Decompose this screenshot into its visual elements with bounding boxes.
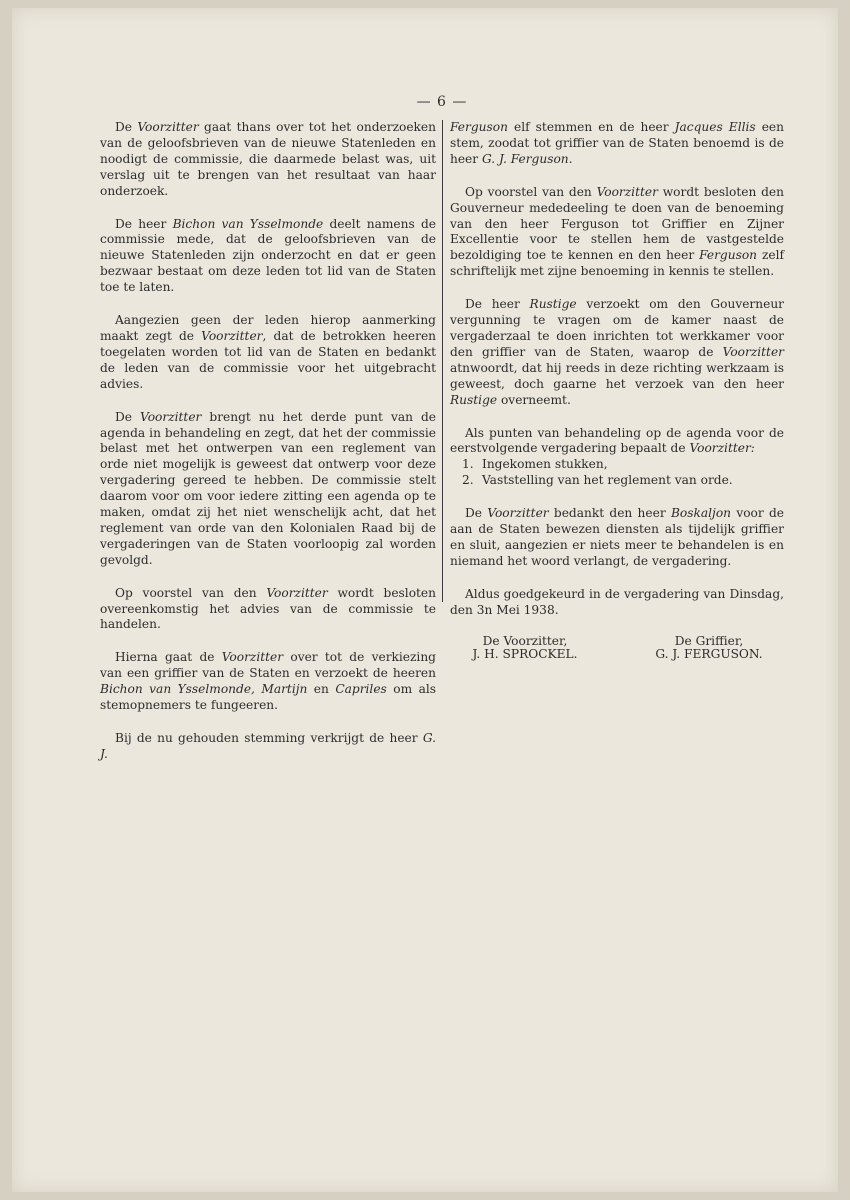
paragraph: De Voorzitter bedankt den heer Boskaljon voor de aan de Staten bewezen diensten als tijdelijk griffier en sluit, aangezien er niets meer te behandelen is en niemand het woord verlangt, de vergadering. xyxy=(450,506,785,568)
paragraph: Hierna gaat de Voorzitter over tot de verkiezing van een griffier van de Staten en verzoekt de heeren Bichon van Ysselmonde, Martijn en Capriles om als stemopnemers te fungeeren. xyxy=(100,650,437,713)
page-number: — 6 — xyxy=(416,94,468,110)
paragraph: Op voorstel van den Voorzitter wordt besloten overeenkomstig het advies van de commissie te handelen. xyxy=(100,585,436,632)
left-column xyxy=(100,120,436,780)
paragraph: De Voorzitter gaat thans over tot het onderzoeken van de geloofsbrieven van de nieuwe Statenleden en noodigt de commissie, die daarmede belast was, uit verslag uit te brengen van het resultaat van haar onderzoek. xyxy=(100,120,436,198)
paragraph: Aldus goedgekeurd in de vergadering van Dinsdag, den 3n Mei 1938. xyxy=(450,586,784,617)
right-column xyxy=(450,120,784,663)
paragraph: Als punten van behandeling op de agenda voor de eerstvolgende vergadering bepaalt de Voorzitter: xyxy=(450,425,784,456)
clerk-name: G. J. FERGUSON. xyxy=(655,647,763,662)
chairman-name: J. H. SPROCKEL. xyxy=(472,647,578,662)
agenda-list xyxy=(450,457,784,489)
paragraph: Bij de nu gehouden stemming verkrijgt de heer G. J. xyxy=(100,731,436,761)
paragraph: De heer Bichon van Ysselmonde deelt namens de commissie mede, dat de geloofsbrieven van de nieuwe Statenleden zijn onderzocht en dat er geen bezwaar bestaat om deze leden tot lid van de Staten toe te laten. xyxy=(100,216,436,295)
paragraph: De Voorzitter brengt nu het derde punt van de agenda in behandeling en zegt, dat het der commissie belast met het ontwerpen van een reglement van orde niet mogelijk is geweest dat ontwerp voor deze vergadering gereed te hebben. De commissie stelt daarom voor om voor iedere zitting een agenda op te maken, omdat zij het niet wenschelijk acht, dat het reglement van orde van den Kolonialen Raad bij de vergaderingen van de Staten voorloopig zal worden gevolgd. xyxy=(100,409,436,567)
paragraph: De heer Rustige verzoekt om den Gouverneur vergunning te vragen om de kamer naast de vergaderzaal te doen inrichten tot werkkamer voor den griffier van de Staten, waarop de Voorzitter atnwoordt, dat hij reeds in deze richting werkzaam is geweest, doch gaarne het verzoek van den heer Rustige overneemt. xyxy=(450,297,784,407)
document-page xyxy=(12,8,838,1192)
paragraph: Aangezien geen der leden hierop aanmerking maakt zegt de Voorzitter, dat de betrokken heeren toegelaten worden tot lid van de Staten en bedankt de leden van de commissie voor het uitgebracht advies. xyxy=(100,313,436,391)
list-item: 2. Vaststelling van het reglement van orde. xyxy=(462,473,733,488)
signature-names xyxy=(450,647,784,663)
paragraph: Ferguson elf stemmen en de heer Jacques Ellis een stem, zoodat tot griffier van de Staten benoemd is de heer G. J. Ferguson. xyxy=(450,120,784,166)
paragraph: Op voorstel van den Voorzitter wordt besloten den Gouverneur mededeeling te doen van de benoeming van den heer Ferguson tot Griffier en Zijner Excellentie voor te stellen hem de vastgestelde bezoldiging toe te kennen en den heer Ferguson zelf schriftelijk met zijne benoeming in kennis te stellen. xyxy=(450,184,784,279)
column-divider xyxy=(442,120,443,602)
chairman-title: De Voorzitter, xyxy=(482,633,568,648)
clerk-title: De Griffier, xyxy=(674,633,744,648)
list-item: 1. Ingekomen stukken, xyxy=(462,457,608,472)
